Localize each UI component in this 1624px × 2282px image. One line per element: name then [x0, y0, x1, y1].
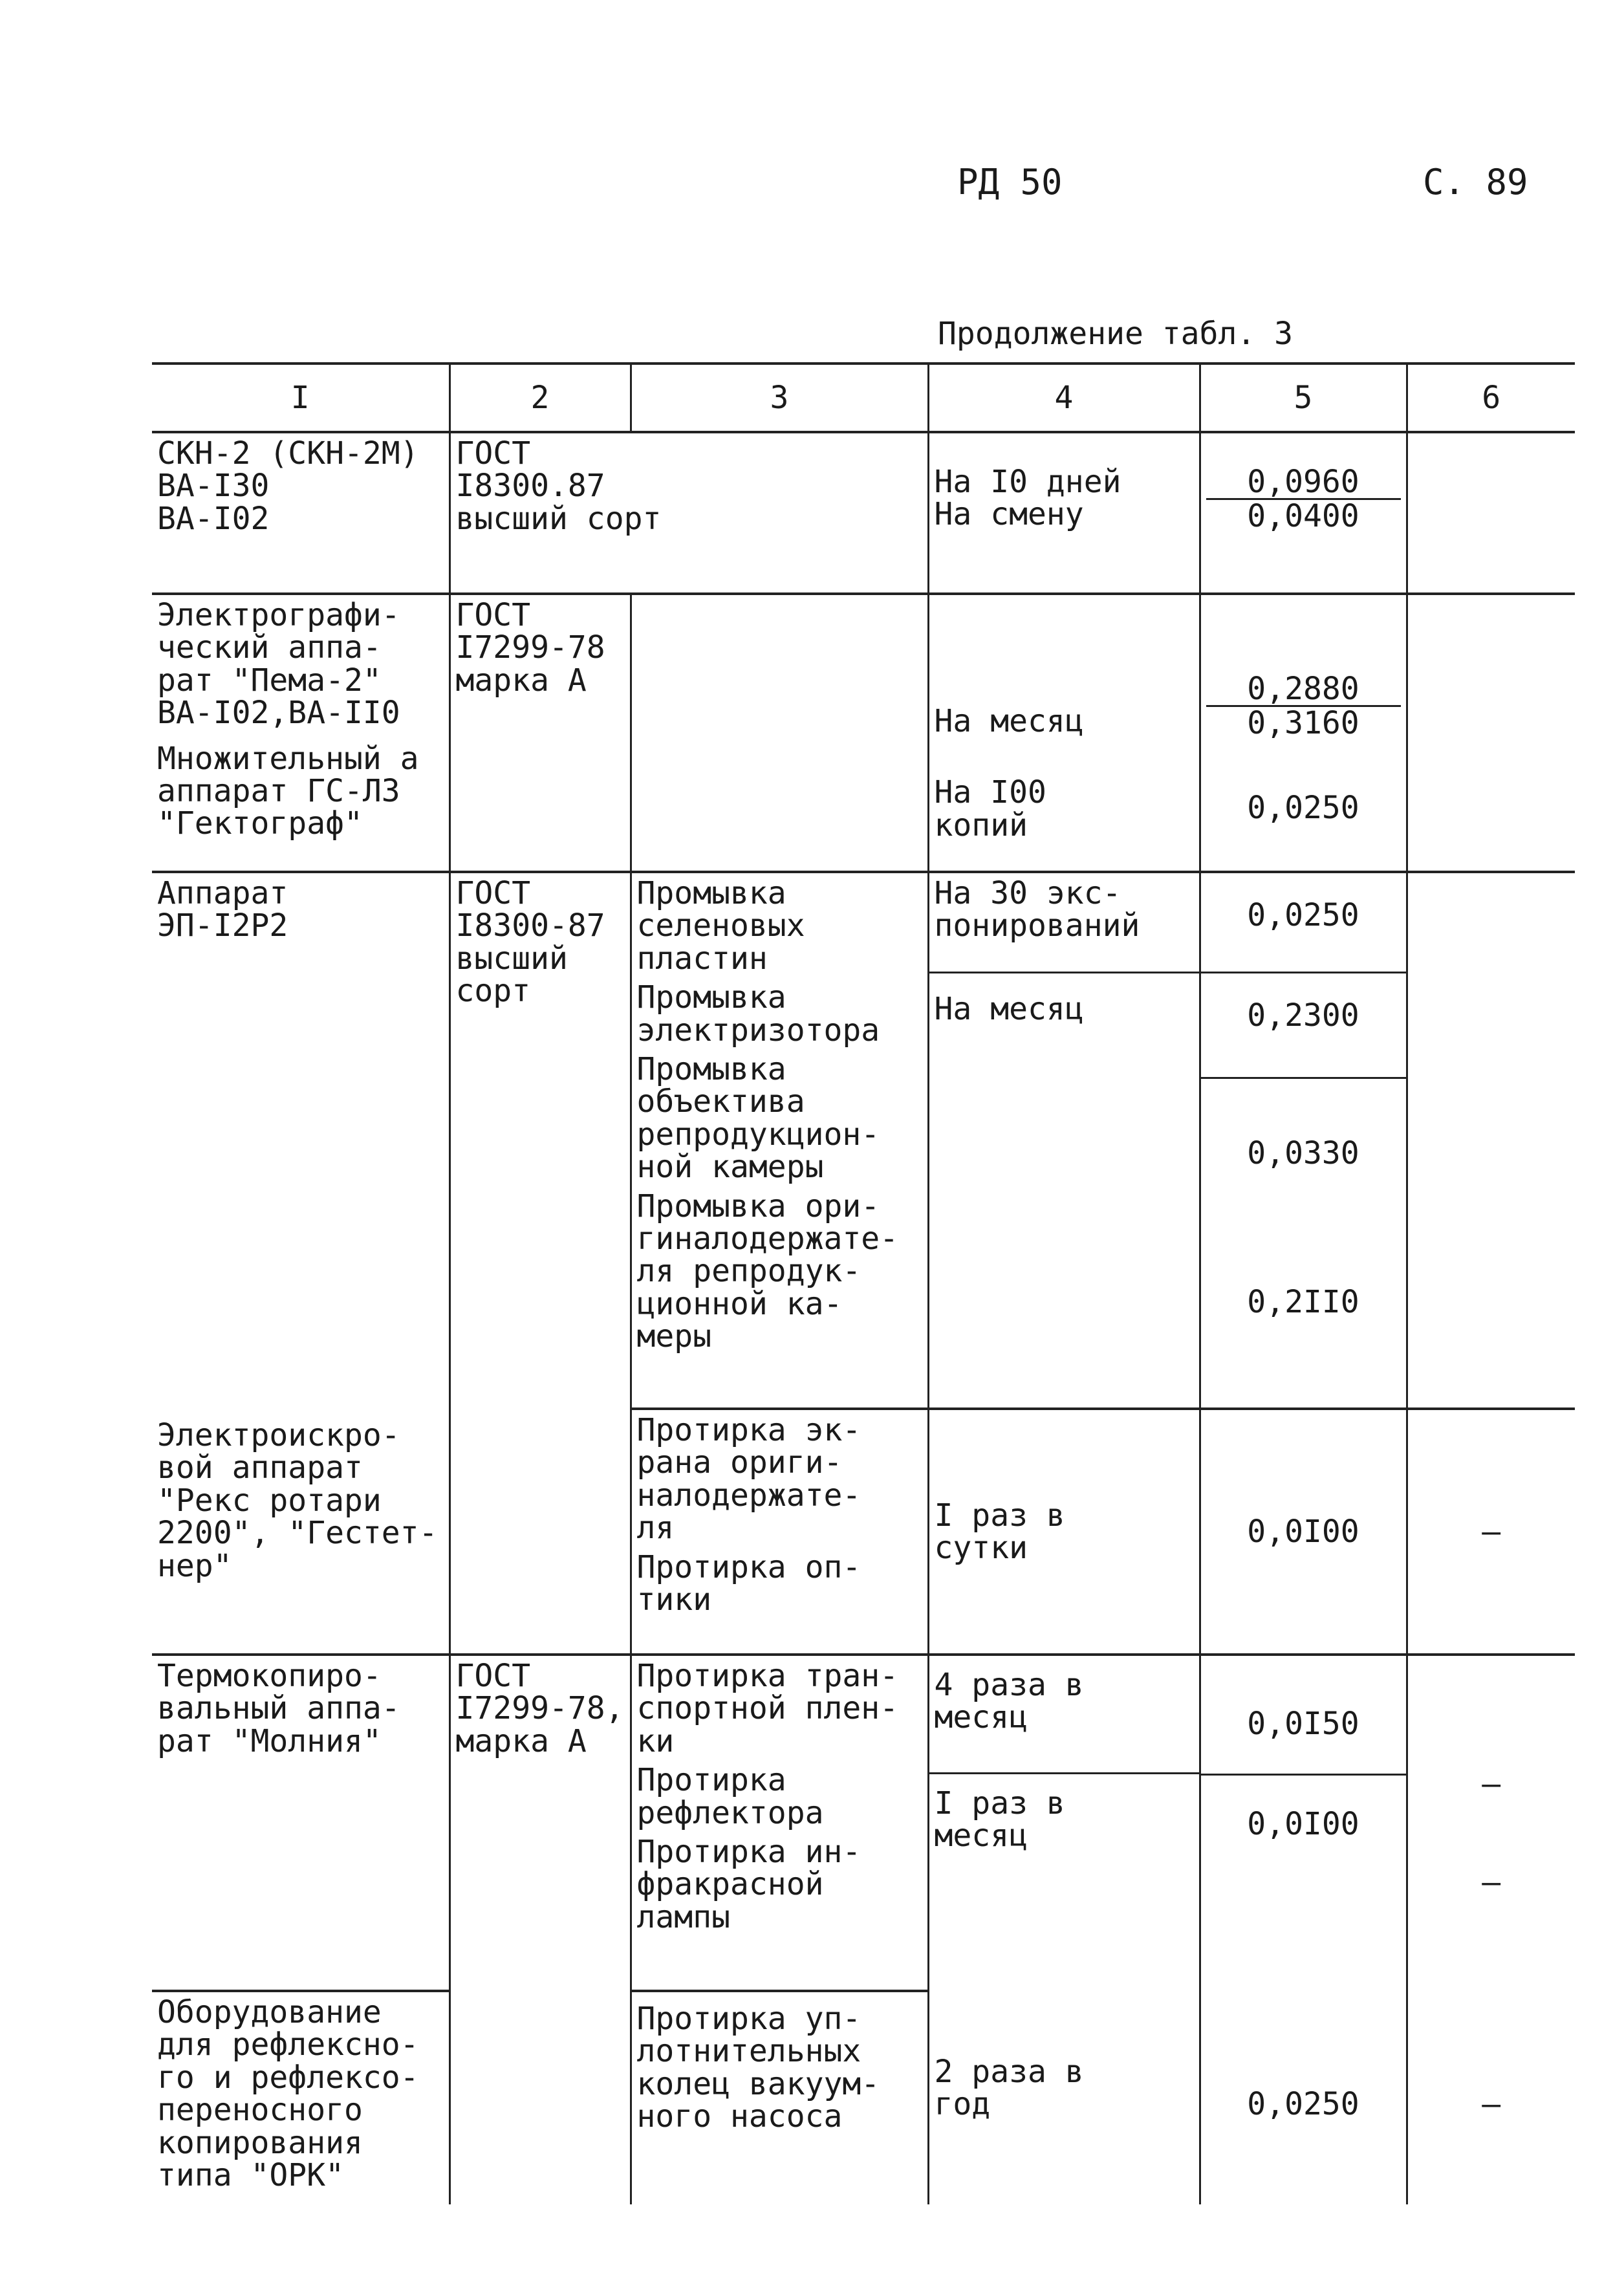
table-row: [152, 432, 1575, 594]
col6-cell: [1407, 594, 1575, 872]
table-row: [152, 1409, 1575, 1655]
operation-text: Протирка уп- лотнительных колец вакуум- ного насоса: [636, 2001, 880, 2135]
operation-text: Промывка электризотора: [636, 979, 880, 1049]
equipment-cell: [152, 1409, 449, 1655]
material-text: ГОСТ I7299-78, марка А: [455, 1658, 624, 1759]
dash-value: –: [1482, 1864, 1501, 1900]
norm-cell: [1200, 1655, 1407, 1991]
equipment-text: Множительный а аппарат ГС-ЛЗ "Гектограф": [157, 740, 419, 842]
table-row: [152, 594, 1575, 872]
equipment-cell: [152, 872, 449, 1409]
operation-text: Протирка тран- спортной плен- ки: [636, 1658, 899, 1759]
equipment-text: СКН-2 (СКН-2М) ВА-I30 ВА-I02: [157, 435, 419, 537]
column-header-1: I: [152, 364, 449, 432]
operation-cell: [631, 594, 928, 872]
operation-text: Промывка ори- гиналодержате- ля репродук- ционной ка- меры: [636, 1188, 899, 1355]
dash-value: –: [1482, 1765, 1501, 1802]
norm-value: 0,0250: [1247, 789, 1359, 826]
norm-value: 0,0330: [1247, 1135, 1359, 1171]
period-text: 4 раза в месяц: [929, 1656, 1199, 1774]
period-text: I раз в месяц: [934, 1785, 1065, 1854]
period-cell: [928, 594, 1200, 872]
operation-text: Протирка оп- тики: [636, 1548, 861, 1618]
equipment-cell: [152, 432, 449, 594]
norm-value: 0,0I00: [1247, 1806, 1359, 1842]
norm-value: 0,0400: [1247, 498, 1359, 535]
equipment-text: Электроискро- вой аппарат "Рекс ротари 2200", "Гестет- нер": [157, 1417, 438, 1584]
equipment-cell: [152, 594, 449, 872]
material-text: ГОСТ I7299-78 марка А: [455, 597, 605, 699]
period-text: На смену: [934, 496, 1084, 533]
norm-value: 0,2880: [1206, 673, 1401, 707]
column-header-5: 5: [1200, 364, 1407, 432]
period-text: На 30 экс- понирований: [929, 873, 1199, 973]
equipment-text: Электрографи- ческий аппа- рат "Пема-2" ВА-I02,ВА-II0: [157, 597, 400, 732]
operation-text: Промывка селеновых пластин: [636, 875, 805, 977]
operation-text: Протирка ин- фракрасной лампы: [636, 1833, 861, 1935]
page-header: [0, 162, 1624, 213]
norms-table: [152, 362, 1575, 2204]
norm-cell: [1200, 1409, 1407, 1655]
norm-value: 0,0250: [1201, 873, 1406, 973]
norm-value: 0,0960: [1206, 466, 1401, 500]
period-cell: [928, 1655, 1200, 1991]
operation-text: Промывка объектива репродукцион- ной камеры: [636, 1050, 880, 1186]
column-header-3: 3: [631, 364, 928, 432]
operation-cell: [631, 872, 928, 1409]
table-header-row: [152, 364, 1575, 432]
norm-value: 0,0I00: [1247, 1513, 1359, 1550]
norm-value: 0,0I50: [1201, 1656, 1406, 1776]
period-text: На I00 копий: [934, 774, 1046, 843]
operation-cell: [631, 1991, 928, 2204]
col6-cell: [1407, 432, 1575, 594]
norm-value: 0,2300: [1201, 973, 1406, 1079]
operation-cell: [631, 1409, 928, 1655]
dash-value: –: [1482, 1513, 1501, 1550]
column-header-6: 6: [1407, 364, 1575, 432]
table-continuation-label: Продолжение табл. 3: [938, 316, 1294, 352]
column-header-2: 2: [449, 364, 631, 432]
material-cell: [449, 872, 631, 1409]
table-row: [152, 1991, 1575, 2204]
material-text: ГОСТ I8300.87 высший сорт: [455, 435, 662, 537]
equipment-cell: [152, 1991, 449, 2204]
col6-cell: [1407, 1409, 1575, 1655]
norm-cell: [1200, 594, 1407, 872]
table-row: [152, 872, 1575, 1409]
norm-cell: [1200, 432, 1407, 594]
equipment-text: Термокопиро- вальный аппа- рат "Молния": [157, 1658, 400, 1759]
col6-cell: [1407, 872, 1575, 1409]
column-header-4: 4: [928, 364, 1200, 432]
period-cell: [928, 872, 1200, 1409]
material-cell: [449, 1991, 631, 2204]
norm-value: 0,3160: [1247, 705, 1359, 742]
material-cell: [449, 594, 631, 872]
col6-cell: [1407, 1655, 1575, 1991]
operation-text: Протирка эк- рана ориги- налодержате- ля: [636, 1412, 861, 1547]
period-text: На месяц: [934, 991, 1084, 1027]
equipment-text: Оборудование для рефлексно- го и рефлексо- переносного копирования типа "ОРК": [157, 1994, 419, 2193]
period-cell: [928, 432, 1200, 594]
equipment-cell: [152, 1655, 449, 1991]
document-code: РД 50: [957, 162, 1063, 202]
material-text: ГОСТ I8300-87 высший сорт: [455, 875, 605, 1010]
col6-cell: [1407, 1991, 1575, 2204]
period-cell: [928, 1991, 1200, 2204]
norm-value: 0,2II0: [1247, 1284, 1359, 1320]
period-text: На месяц: [934, 703, 1084, 739]
table-row: [152, 1655, 1575, 1991]
page-number: С. 89: [1423, 162, 1528, 202]
period-cell: [928, 1409, 1200, 1655]
material-cell: [449, 432, 928, 594]
norm-cell: [1200, 872, 1407, 1409]
period-text: На I0 дней: [934, 464, 1121, 500]
norm-cell: [1200, 1991, 1407, 2204]
operation-text: Протирка рефлектора: [636, 1762, 824, 1831]
material-cell: [449, 1409, 631, 1655]
period-text: 2 раза в год: [934, 2054, 1084, 2123]
operation-cell: [631, 1655, 928, 1991]
equipment-text: Аппарат ЭП-I2Р2: [157, 875, 288, 944]
norm-value: 0,0250: [1247, 2086, 1359, 2122]
period-text: I раз в сутки: [934, 1497, 1065, 1566]
material-cell: [449, 1655, 631, 1991]
dash-value: –: [1482, 2086, 1501, 2122]
